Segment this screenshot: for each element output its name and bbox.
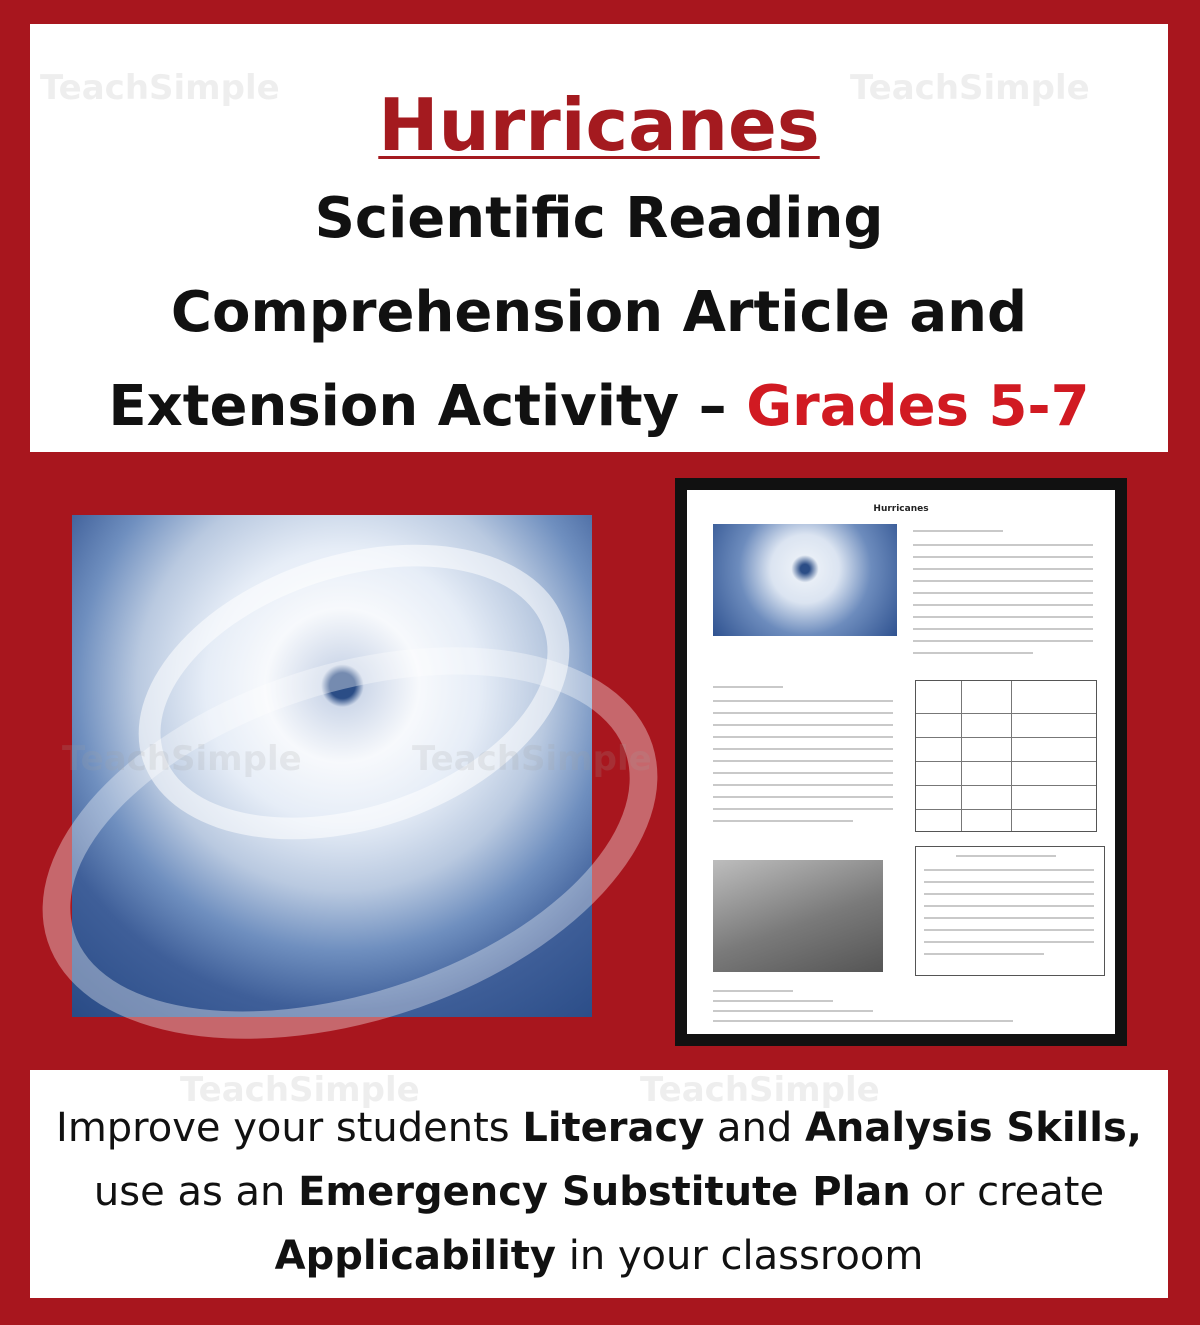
- text-line: [713, 1020, 1013, 1022]
- subtitle-line-2: Comprehension Article and: [170, 280, 1028, 345]
- text-line: [913, 592, 1093, 594]
- text-line: [713, 820, 853, 822]
- page-title: Hurricanes: [378, 83, 820, 167]
- description-part: or create: [910, 1169, 1105, 1215]
- description-part: use as an: [93, 1169, 299, 1215]
- text-line: [913, 616, 1093, 618]
- text-line: [913, 604, 1093, 606]
- worksheet-title: Hurricanes: [873, 504, 929, 514]
- text-line: [924, 905, 1094, 907]
- text-line: [713, 760, 893, 762]
- table-row: [916, 713, 1096, 714]
- text-line: [713, 724, 893, 726]
- text-line: [924, 941, 1094, 943]
- worksheet-preview: [675, 478, 1127, 1046]
- description-emphasis: Literacy: [522, 1105, 705, 1151]
- description-emphasis: Emergency Substitute Plan: [298, 1169, 911, 1215]
- table-row: [916, 785, 1096, 786]
- watermark: TeachSimple: [850, 68, 1090, 108]
- table-row: [916, 737, 1096, 738]
- text-line: [913, 544, 1093, 546]
- description-text: [50, 1096, 1148, 1288]
- text-line: [913, 580, 1093, 582]
- worksheet-page: [687, 490, 1115, 1034]
- description-part: in your classroom: [555, 1233, 924, 1279]
- text-line: [913, 568, 1093, 570]
- text-line: [713, 990, 793, 992]
- text-line: [924, 881, 1094, 883]
- text-line: [713, 796, 893, 798]
- subtitle-line-3: [30, 360, 1168, 454]
- text-line: [913, 652, 1033, 654]
- description-part: and: [704, 1105, 805, 1151]
- text-line: [913, 530, 1003, 532]
- worksheet-hurricane-image: [713, 524, 897, 636]
- fact-box: [915, 846, 1105, 976]
- description-emphasis: Applicability: [274, 1233, 556, 1279]
- text-line: [924, 953, 1044, 955]
- text-line: [713, 686, 783, 688]
- text-line: [913, 640, 1093, 642]
- text-line: [713, 784, 893, 786]
- title-panel: [30, 24, 1168, 452]
- text-line: [713, 1010, 873, 1012]
- watermark: TeachSimple: [412, 739, 652, 779]
- subtitle-line-3-text: Extension Activity –: [108, 374, 747, 439]
- description-part: Improve your students: [56, 1105, 523, 1151]
- text-line: [713, 712, 893, 714]
- watermark: TeachSimple: [640, 1070, 880, 1110]
- text-line: [713, 736, 893, 738]
- text-line: [924, 917, 1094, 919]
- text-line: [713, 1000, 833, 1002]
- watermark: TeachSimple: [62, 739, 302, 779]
- text-line: [956, 855, 1056, 857]
- subtitle-line-1: Scientific Reading: [314, 186, 884, 251]
- text-line: [924, 869, 1094, 871]
- text-line: [913, 556, 1093, 558]
- table-row: [916, 761, 1096, 762]
- text-line: [713, 700, 893, 702]
- text-line: [924, 929, 1094, 931]
- hurricane-satellite-image: [62, 515, 652, 1017]
- grade-label: Grades 5-7: [746, 374, 1090, 439]
- watermark: TeachSimple: [180, 1070, 420, 1110]
- text-line: [913, 628, 1093, 630]
- text-line: [713, 808, 893, 810]
- worksheet-storm-photo: [713, 860, 883, 972]
- text-line: [713, 748, 893, 750]
- table-row: [916, 809, 1096, 810]
- text-line: [713, 772, 893, 774]
- watermark: TeachSimple: [40, 68, 280, 108]
- category-table: [915, 680, 1097, 832]
- description-emphasis: Analysis Skills,: [804, 1105, 1142, 1151]
- text-line: [924, 893, 1094, 895]
- description-panel: [30, 1070, 1168, 1298]
